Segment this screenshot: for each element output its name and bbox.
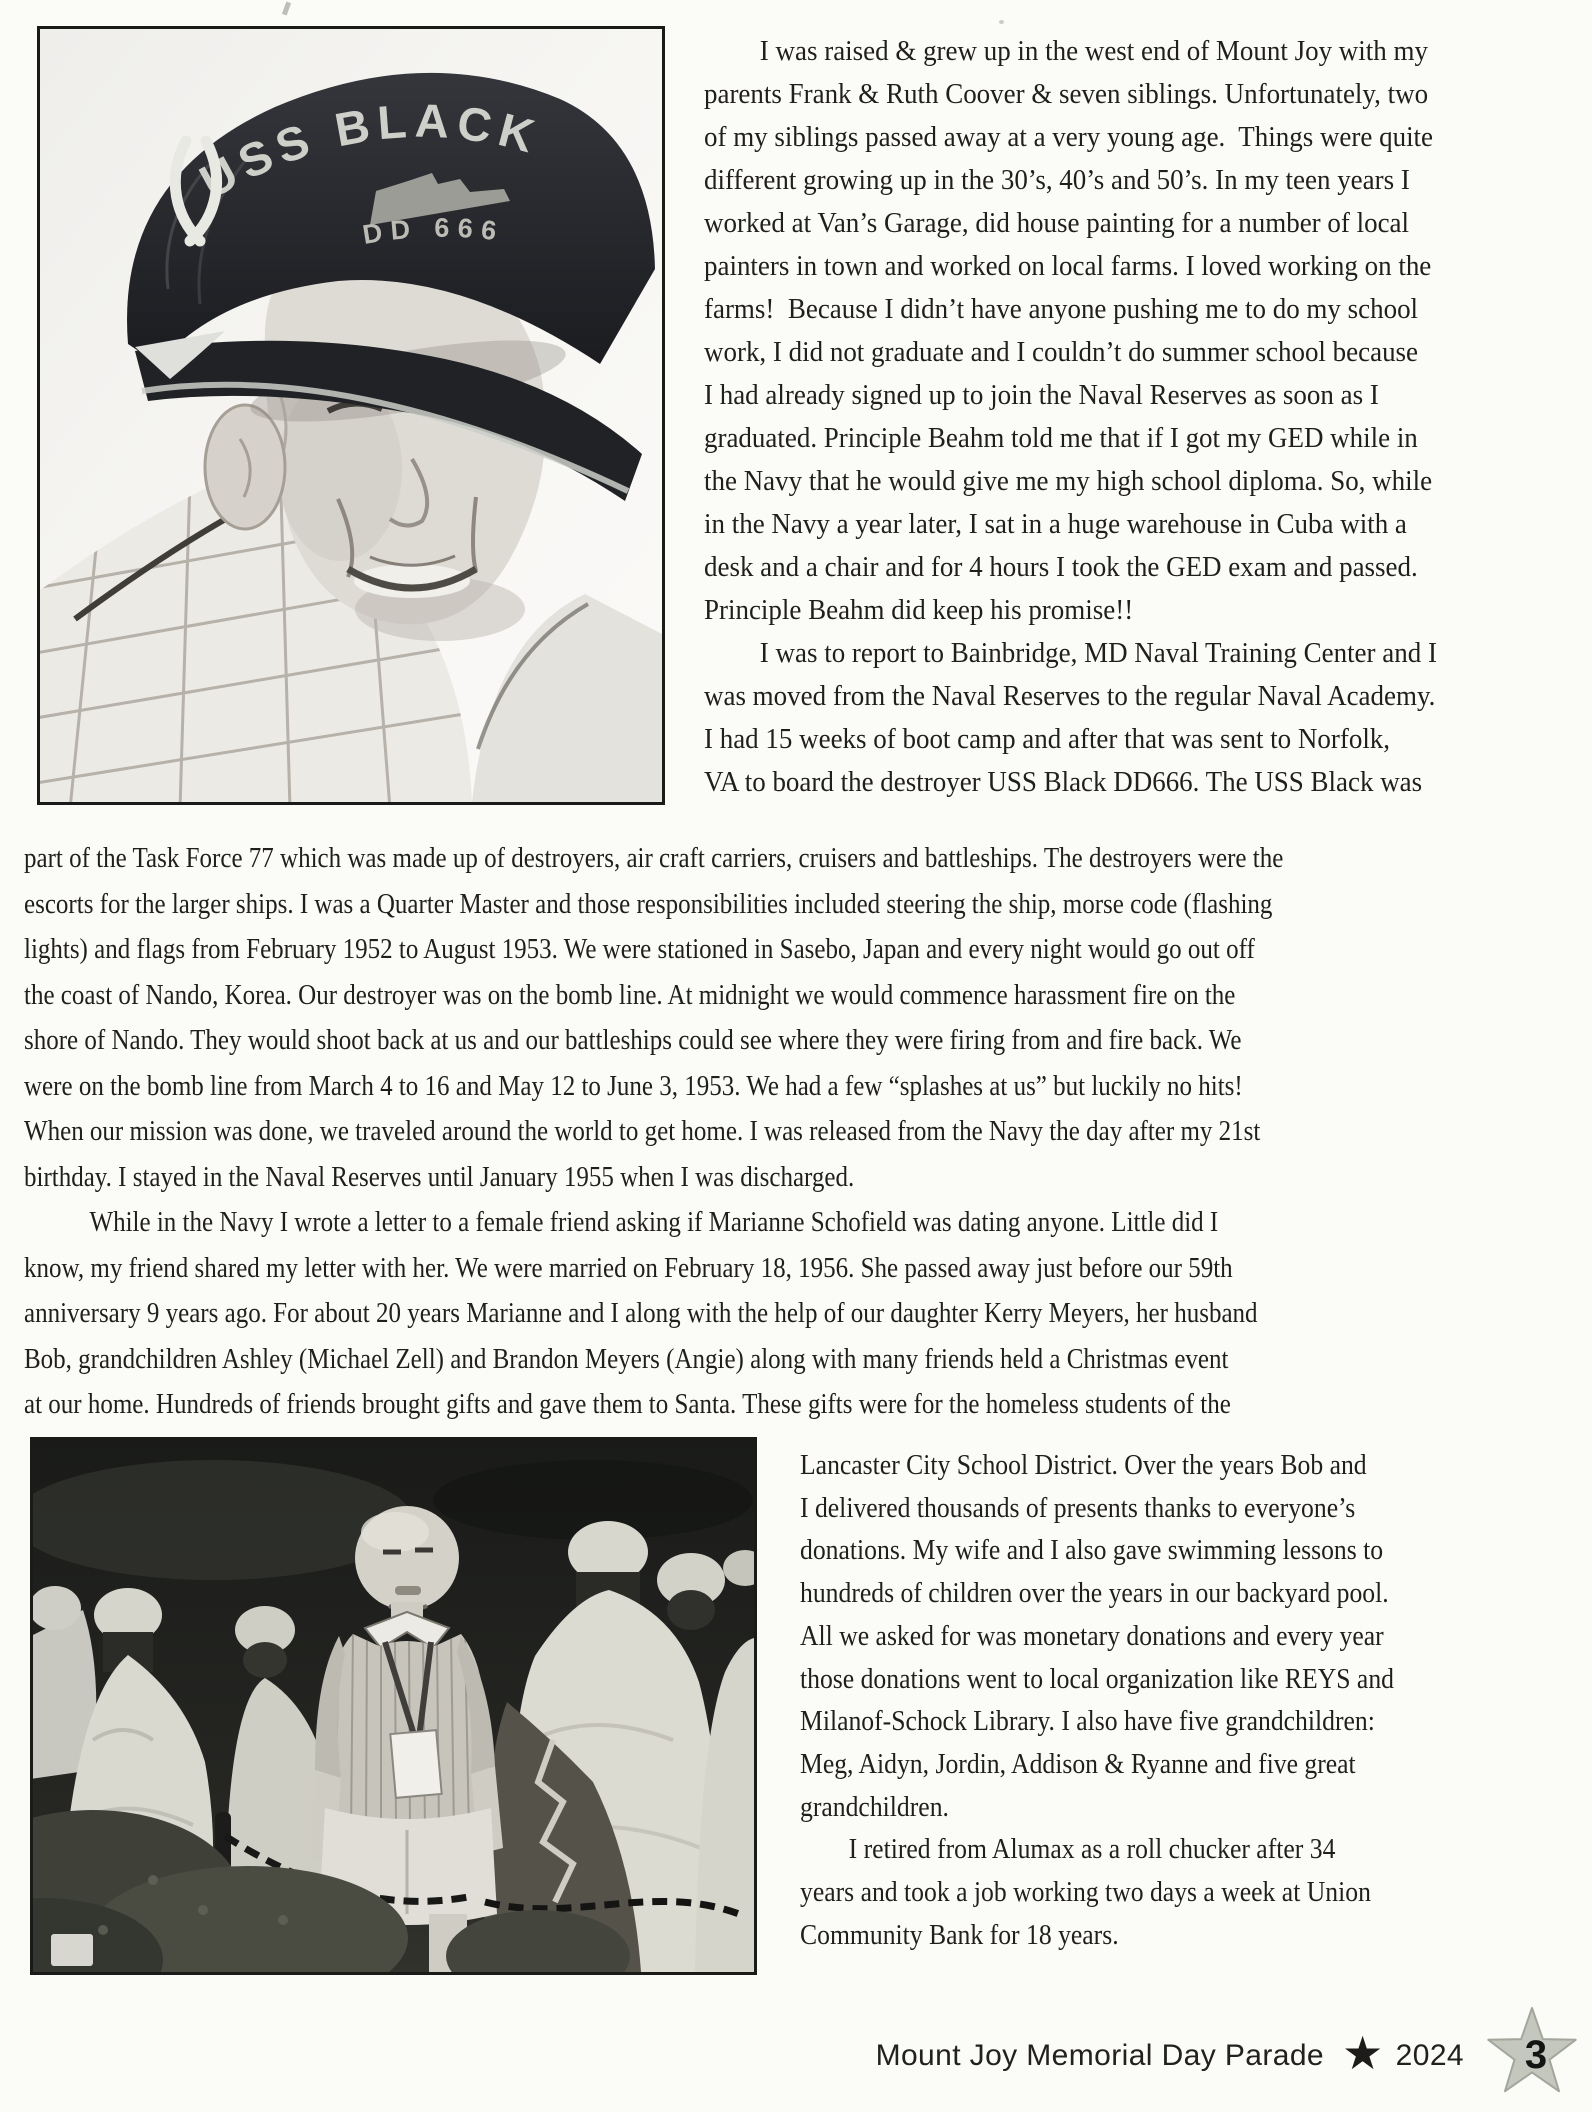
text-line: When our mission was done, we traveled around the world to get home. I was released from the Navy the day after my 21st	[24, 1115, 1261, 1147]
text-line: I delivered thousands of presents thanks to everyone’s	[800, 1491, 1356, 1524]
text-line: parents Frank & Ruth Coover & seven siblings. Unfortunately, two	[704, 78, 1429, 110]
text-line: at our home. Hundreds of friends brought gifts and gave them to Santa. These gifts were for the homeless students of the	[24, 1388, 1231, 1420]
text-line: shore of Nando. They would shoot back at us and our battleships could see where they were firing from and fire back. We	[24, 1024, 1242, 1056]
footer-year: 2024	[1395, 2039, 1464, 2072]
text-line: grandchildren.	[800, 1790, 949, 1823]
portrait-photo	[37, 26, 665, 805]
footer	[875, 2027, 1464, 2079]
text-column-wrap-right	[800, 1444, 1560, 1956]
text-line: worked at Van’s Garage, did house painting for a number of local	[704, 207, 1410, 239]
page-number-star	[1484, 2004, 1580, 2102]
text-line: VA to board the destroyer USS Black DD666. The USS Black was	[704, 766, 1423, 798]
text-line: the Navy that he would give me my high school diploma. So, while	[704, 465, 1433, 497]
text-line: desk and a chair and for 4 hours I took the GED exam and passed.	[704, 551, 1418, 583]
text-block-full-width	[24, 836, 1576, 1428]
text-line: Bob, grandchildren Ashley (Michael Zell) and Brandon Meyers (Angie) along with many friends held a Christmas event	[24, 1342, 1229, 1375]
text-line: I was raised & grew up in the west end of Mount Joy with my	[759, 35, 1428, 67]
scan-speck	[282, 2, 291, 16]
name-badge	[390, 1730, 441, 1798]
text-line: I was to report to Bainbridge, MD Naval Training Center and I	[759, 637, 1437, 669]
text-line: was moved from the Naval Reserves to the regular Naval Academy.	[704, 680, 1436, 712]
text-line: I retired from Alumax as a roll chucker after 34	[848, 1833, 1336, 1866]
text-line: the coast of Nando, Korea. Our destroyer was on the bomb line. At midnight we would commence harassment fire on the	[24, 978, 1236, 1011]
text-line: part of the Task Force 77 which was made up of destroyers, air craft carriers, cruisers and battleships. The destroyers were the	[24, 842, 1284, 874]
text-line: escorts for the larger ships. I was a Quarter Master and those responsibilities included steering the ship, morse code (flashing	[24, 887, 1273, 920]
text-line: graduated. Principle Beahm told me that if I got my GED while in	[704, 422, 1418, 454]
memorial-photo	[30, 1437, 757, 1975]
cap-title-text: USS BLACK	[191, 93, 547, 209]
portrait-illustration	[40, 29, 662, 802]
memorial-illustration	[33, 1440, 754, 1972]
text-line: birthday. I stayed in the Naval Reserves until January 1955 when I was discharged.	[24, 1160, 855, 1193]
page-number: 3	[1524, 2033, 1548, 2077]
text-line: Community Bank for 18 years.	[800, 1918, 1119, 1951]
page-star-icon	[1484, 2004, 1580, 2102]
star-icon: ★	[1342, 2027, 1384, 2079]
text-line: years and took a job working two days a week at Union	[800, 1876, 1371, 1909]
text-line: anniversary 9 years ago. For about 20 years Marianne and I along with the help of our daughter Kerry Meyers, her husband	[24, 1297, 1258, 1329]
scan-speck	[999, 20, 1004, 24]
text-line: of my siblings passed away at a very young age. Things were quite	[704, 121, 1434, 153]
text-line: in the Navy a year later, I sat in a huge warehouse in Cuba with a	[704, 508, 1407, 540]
text-line: Meg, Aidyn, Jordin, Addison & Ryanne and five great	[800, 1747, 1356, 1780]
text-line: those donations went to local organization like REYS and	[800, 1662, 1395, 1695]
text-line: donations. My wife and I also gave swimming lessons to	[800, 1534, 1384, 1567]
text-line: were on the bomb line from March 4 to 16 and May 12 to June 3, 1953. We had a few “splashes at us” but luckily no hits!	[24, 1069, 1243, 1102]
text-line: work, I did not graduate and I couldn’t do summer school because	[704, 336, 1419, 368]
text-line: farms! Because I didn’t have anyone pushing me to do my school	[704, 293, 1419, 325]
cap-subtitle-text: DD 666	[360, 212, 506, 250]
text-line: different growing up in the 30’s, 40’s and 50’s. In my teen years I	[704, 164, 1410, 196]
text-line: I had already signed up to join the Naval Reserves as soon as I	[704, 379, 1379, 411]
text-line: painters in town and worked on local farms. I loved working on the	[704, 250, 1432, 282]
text-line: Lancaster City School District. Over the years Bob and	[800, 1449, 1367, 1481]
text-line: All we asked for was monetary donations and every year	[800, 1619, 1384, 1652]
text-line: I had 15 weeks of boot camp and after that was sent to Norfolk,	[704, 723, 1391, 755]
text-line: know, my friend shared my letter with her. We were married on February 18, 1956. She passed away just before our 59th	[24, 1251, 1233, 1284]
white-sign	[51, 1934, 93, 1966]
text-line: hundreds of children over the years in our backyard pool.	[800, 1577, 1389, 1610]
text-line: Principle Beahm did keep his promise!!	[704, 594, 1134, 626]
text-line: While in the Navy I wrote a letter to a female friend asking if Marianne Schofield was dating anyone. Little did I	[89, 1206, 1219, 1238]
text-line: Milanof-Schock Library. I also have five grandchildren:	[800, 1705, 1375, 1738]
text-column-top-right	[704, 30, 1564, 804]
text-line: lights) and flags from February 1952 to August 1953. We were stationed in Sasebo, Japan and every night would go out off	[24, 933, 1255, 965]
ear	[205, 405, 285, 529]
footer-title: Mount Joy Memorial Day Parade	[875, 2039, 1325, 2072]
